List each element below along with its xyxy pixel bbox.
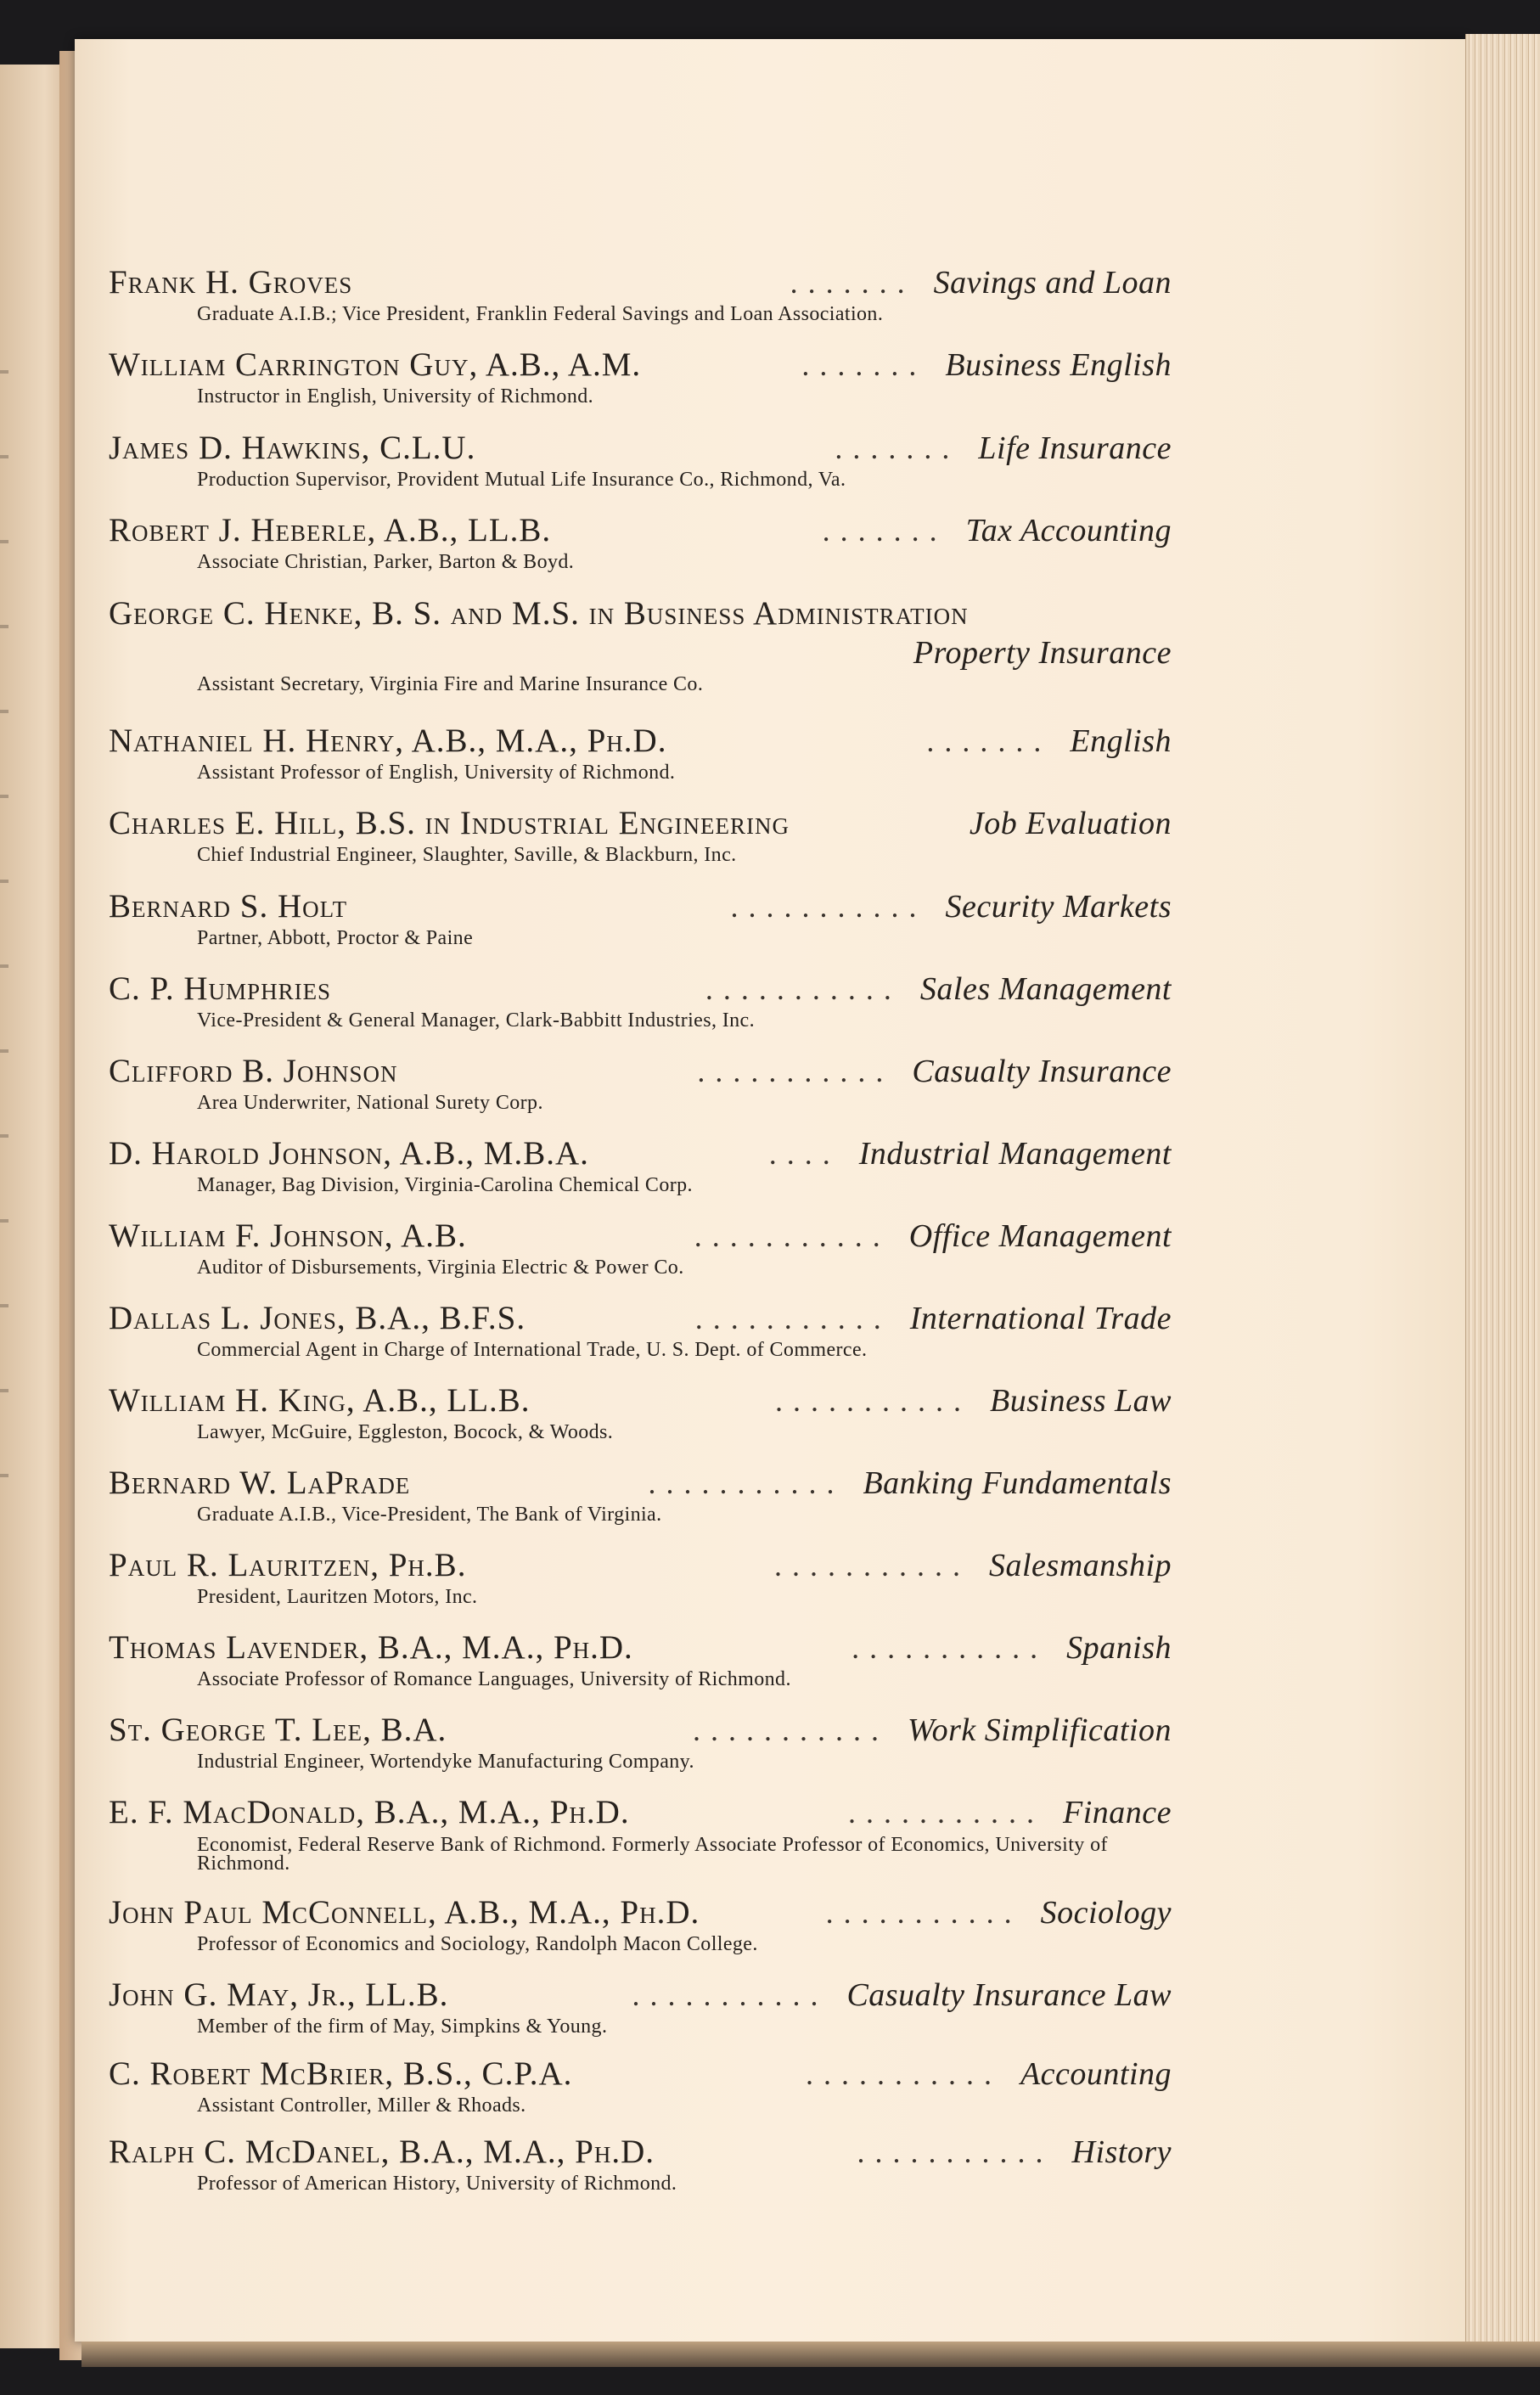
faculty-entry [109,1711,1172,1774]
course-subject: Spanish [1066,1630,1172,1666]
course-subject: Work Simplification [907,1712,1172,1748]
faculty-entry [109,1381,1172,1445]
faculty-position: Partner, Abbott, Proctor & Paine [197,927,474,949]
faculty-position: Professor of American History, University of Richmond. [197,2173,677,2195]
faculty-entry [109,1546,1172,1610]
faculty-entry [109,2055,1172,2118]
dot-leader: ........... [857,2135,1054,2169]
dot-leader: ........... [774,1549,970,1583]
faculty-name: Bernard S. Holt [109,888,348,925]
faculty-position: President, Lauritzen Motors, Inc. [197,1586,478,1608]
faculty-name: E. F. MacDonald, B.A., M.A., Ph.D. [109,1794,630,1830]
faculty-entry [109,511,1172,575]
faculty-name: George C. Henke, B. S. and M.S. in Business Administration [109,595,969,632]
faculty-position: Vice-President & General Manager, Clark-Babbitt Industries, Inc. [197,1009,755,1032]
dot-leader: ........... [694,1302,891,1335]
course-subject: Salesmanship [989,1548,1172,1583]
dot-leader: ....... [822,514,947,548]
faculty-name: Nathaniel H. Henry, A.B., M.A., Ph.D. [109,722,667,759]
faculty-name: Paul R. Lauritzen, Ph.B. [109,1547,467,1583]
course-subject: Business Law [990,1383,1172,1419]
faculty-entry [109,2133,1172,2196]
course-subject: Finance [1062,1795,1172,1830]
faculty-entry [109,1464,1172,1527]
faculty-entry [109,1299,1172,1363]
dot-leader: ........... [692,1713,889,1747]
dot-leader: ........... [705,972,902,1006]
faculty-position: Instructor in English, University of Richmond. [197,385,594,408]
course-subject: Savings and Loan [933,265,1172,301]
faculty-entry [109,263,1172,327]
dot-leader: ....... [926,724,1052,758]
faculty-position: Manager, Bag Division, Virginia-Carolina Chemical Corp. [197,1174,693,1196]
faculty-position: Assistant Secretary, Virginia Fire and Marine Insurance Co. [197,673,704,695]
faculty-entry [109,1217,1172,1280]
course-subject: Business English [945,347,1172,383]
faculty-position: Chief Industrial Engineer, Slaughter, Saville, & Blackburn, Inc. [197,844,737,866]
faculty-position: Assistant Professor of English, University of Richmond. [197,762,676,784]
faculty-entry [109,594,1172,697]
course-subject: Banking Fundamentals [863,1465,1172,1501]
dot-leader: ....... [801,348,927,382]
faculty-entry [109,1976,1172,2039]
faculty-name: William F. Johnson, A.B. [109,1217,467,1254]
faculty-name: D. Harold Johnson, A.B., M.B.A. [109,1135,589,1172]
faculty-name: Ralph C. McDanel, B.A., M.A., Ph.D. [109,2134,655,2170]
faculty-position: Assistant Controller, Miller & Rhoads. [197,2094,526,2117]
dot-leader: ....... [790,266,915,300]
course-subject: Casualty Insurance [912,1054,1172,1089]
course-subject: Office Management [908,1218,1172,1254]
faculty-name: James D. Hawkins, C.L.U. [109,430,476,466]
page-stack-edge [1465,34,1540,2352]
faculty-list [109,263,1172,2195]
faculty-entry [109,804,1172,868]
course-subject: History [1071,2134,1172,2170]
dot-leader: ........... [805,2057,1002,2091]
course-subject: Casualty Insurance Law [846,1977,1172,2013]
faculty-entry [109,1893,1172,1957]
dot-leader: ....... [835,431,960,465]
dot-leader: ........... [775,1384,972,1418]
course-subject: Security Markets [945,889,1172,925]
faculty-name: John G. May, Jr., LL.B. [109,1976,449,2013]
faculty-entry [109,1793,1172,1873]
faculty-name: William H. King, A.B., LL.B. [109,1382,531,1419]
faculty-entry [109,429,1172,492]
faculty-name: Charles E. Hill, B.S. in Industrial Engineering [109,805,790,841]
course-subject: Tax Accounting [965,513,1172,548]
dot-leader: ........... [632,1978,829,2012]
dot-leader: ........... [847,1796,1044,1830]
dot-leader: ........... [648,1466,845,1500]
course-subject: Sales Management [919,971,1172,1007]
faculty-name: William Carrington Guy, A.B., A.M. [109,346,642,383]
faculty-entry [109,1628,1172,1692]
faculty-entry [109,1052,1172,1116]
dot-leader: ........... [697,1054,894,1088]
dot-leader: ........... [825,1896,1022,1930]
course-subject: International Trade [909,1301,1172,1336]
facing-page-marks [0,319,8,1508]
course-subject: Accounting [1020,2056,1172,2092]
faculty-name: Bernard W. LaPrade [109,1465,411,1501]
faculty-name: C. P. Humphries [109,970,332,1007]
faculty-entry [109,1134,1172,1198]
faculty-position: Industrial Engineer, Wortendyke Manufacturing Company. [197,1751,694,1773]
faculty-name: St. George T. Lee, B.A. [109,1712,447,1748]
dot-leader: ........... [851,1631,1048,1665]
course-subject: Life Insurance [978,430,1172,466]
course-subject: Job Evaluation [969,806,1172,841]
faculty-name: Thomas Lavender, B.A., M.A., Ph.D. [109,1629,633,1666]
faculty-name: Frank H. Groves [109,264,353,301]
faculty-entry [109,346,1172,409]
faculty-name: Robert J. Heberle, A.B., LL.B. [109,512,552,548]
faculty-position: Member of the firm of May, Simpkins & Young. [197,2016,608,2038]
faculty-name: Clifford B. Johnson [109,1053,398,1089]
faculty-position: Associate Professor of Romance Languages, University of Richmond. [197,1668,791,1690]
faculty-position: Professor of Economics and Sociology, Randolph Macon College. [197,1933,758,1955]
faculty-position: Economist, Federal Reserve Bank of Richmond. Formerly Associate Professor of Economics, University of Richmond. [197,1834,1108,1875]
faculty-name: C. Robert McBrier, B.S., C.P.A. [109,2055,573,2092]
course-subject: Industrial Management [858,1136,1172,1172]
course-subject: Property Insurance [913,635,1172,671]
faculty-position: Area Underwriter, National Surety Corp. [197,1092,543,1114]
book-bottom-edge [81,2342,1540,2367]
faculty-position: Auditor of Disbursements, Virginia Electric & Power Co. [197,1257,684,1279]
faculty-position: Graduate A.I.B., Vice-President, The Bank of Virginia. [197,1504,662,1526]
faculty-position: Graduate A.I.B.; Vice President, Franklin Federal Savings and Loan Association. [197,303,884,325]
course-subject: Sociology [1040,1895,1172,1931]
dot-leader: .... [768,1137,840,1171]
faculty-entry [109,887,1172,951]
faculty-name: John Paul McConnell, A.B., M.A., Ph.D. [109,1894,700,1931]
course-subject: English [1070,723,1172,759]
faculty-position: Commercial Agent in Charge of International Trade, U. S. Dept. of Commerce. [197,1339,868,1361]
faculty-position: Associate Christian, Parker, Barton & Boyd. [197,551,575,573]
faculty-entry [109,722,1172,785]
faculty-name: Dallas L. Jones, B.A., B.F.S. [109,1300,526,1336]
faculty-position: Production Supervisor, Provident Mutual Life Insurance Co., Richmond, Va. [197,469,846,491]
dot-leader: ........... [694,1219,891,1253]
dot-leader: ........... [730,890,927,924]
faculty-position: Lawyer, McGuire, Eggleston, Bocock, & Woods. [197,1421,614,1443]
faculty-entry [109,970,1172,1033]
